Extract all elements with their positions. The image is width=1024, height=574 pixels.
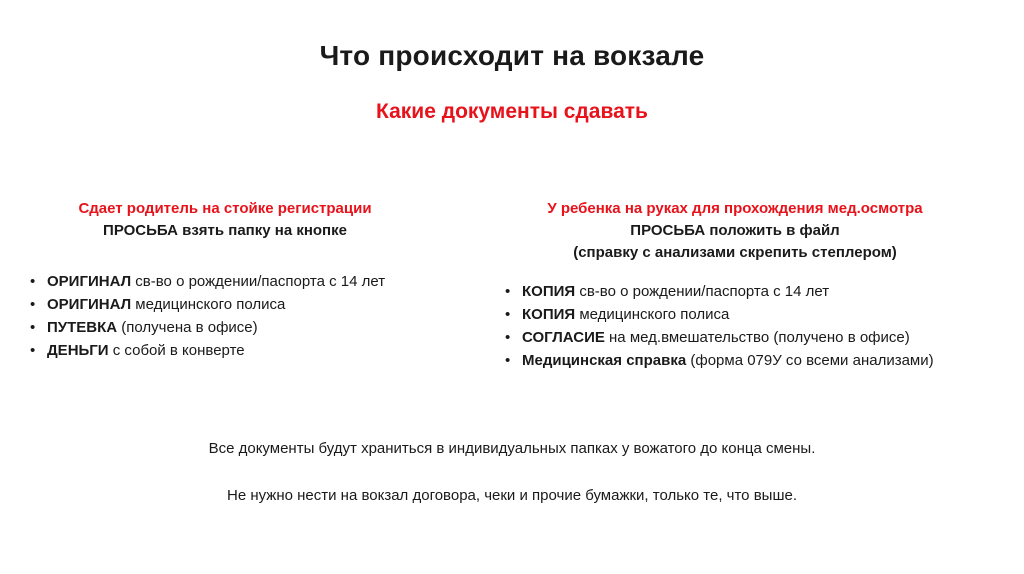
item-bold: Медицинская справка [522, 352, 687, 369]
item-text: медицинского полиса [131, 296, 286, 313]
item-bold: СОГЛАСИЕ [522, 329, 605, 346]
bullet-icon: • [505, 306, 511, 323]
list-item [30, 339, 470, 362]
reminder-note: Не нужно нести на вокзал договора, чеки и прочие бумажки, только те, что выше. [227, 487, 797, 504]
item-bold: КОПИЯ [522, 283, 576, 300]
item-bold: ДЕНЬГИ [47, 342, 109, 359]
list-item [505, 349, 1015, 372]
list-item [505, 326, 1015, 349]
item-text: (форма 079У со всеми анализами) [686, 352, 934, 369]
item-bold: ОРИГИНАЛ [47, 296, 132, 313]
right-heading-black-2: (справку с анализами скрепить степлером) [573, 244, 897, 261]
item-text: (получена в офисе) [117, 319, 258, 336]
bullet-icon: • [30, 273, 36, 290]
item-text: св-во о рождении/паспорта с 14 лет [131, 273, 386, 290]
item-text: св-во о рождении/паспорта с 14 лет [575, 283, 830, 300]
page-subtitle: Какие документы сдавать [376, 100, 648, 123]
right-column [505, 198, 1015, 372]
bullet-icon: • [30, 342, 36, 359]
item-text: с собой в конверте [108, 342, 245, 359]
right-heading-black-1: ПРОСЬБА положить в файл [630, 222, 840, 239]
list-item [30, 316, 470, 339]
item-text: на мед.вмешательство (получено в офисе) [604, 329, 910, 346]
item-text: медицинского полиса [575, 306, 730, 323]
left-heading-black: ПРОСЬБА взять папку на кнопке [103, 222, 347, 239]
list-item [505, 280, 1015, 303]
item-bold: ОРИГИНАЛ [47, 273, 132, 290]
item-bold: КОПИЯ [522, 306, 576, 323]
bullet-icon: • [505, 352, 511, 369]
bullet-icon: • [505, 329, 511, 346]
left-document-list [30, 270, 470, 362]
bullet-icon: • [30, 296, 36, 313]
left-column [30, 198, 470, 362]
list-item [30, 270, 470, 293]
bullet-icon: • [505, 283, 511, 300]
left-heading-red: Сдает родитель на стойке регистрации [78, 200, 372, 217]
right-document-list [505, 280, 1015, 372]
item-bold: ПУТЕВКА [47, 319, 118, 336]
storage-note: Все документы будут храниться в индивидуальных папках у вожатого до конца смены. [208, 440, 816, 457]
right-heading-red: У ребенка на руках для прохождения мед.осмотра [547, 200, 923, 217]
list-item [505, 303, 1015, 326]
page-title: Что происходит на вокзале [319, 40, 705, 71]
list-item [30, 293, 470, 316]
bullet-icon: • [30, 319, 36, 336]
